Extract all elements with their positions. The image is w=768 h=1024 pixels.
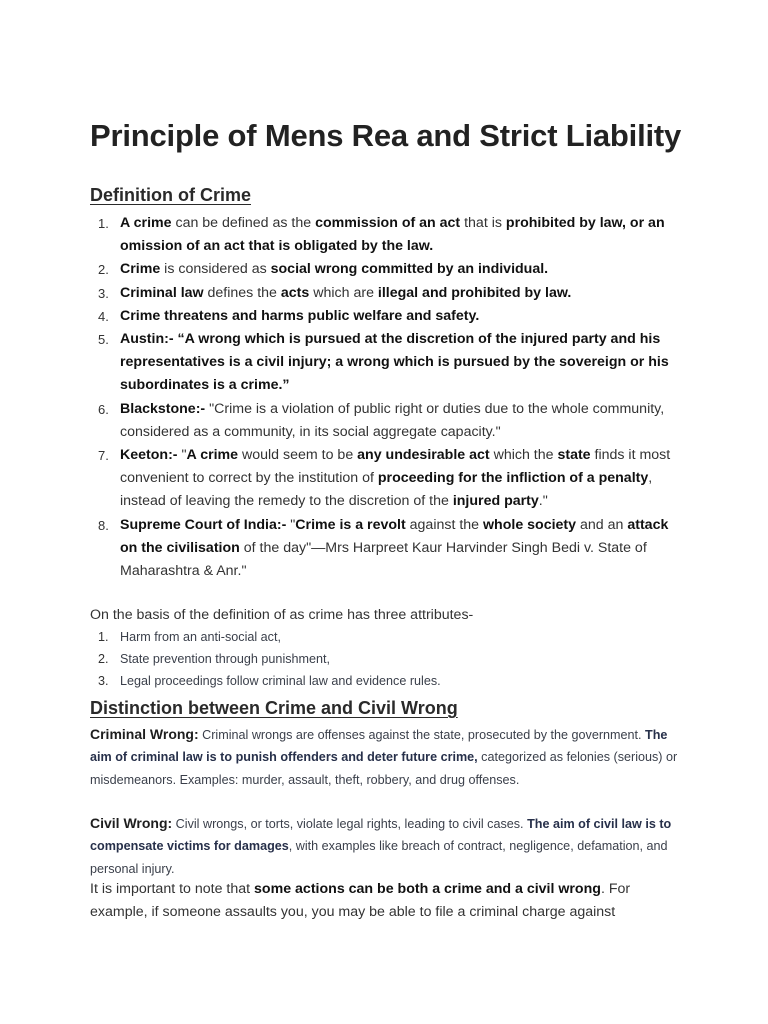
text-run: is considered as <box>160 261 271 278</box>
list-number: 5. <box>98 332 109 348</box>
bold-text: illegal and prohibited by law. <box>377 284 572 301</box>
text-run: would seem to be <box>238 447 358 464</box>
text-run: , with examples like breach of contract, negligence, defamation, and personal injury. <box>90 839 668 876</box>
bold-text: state <box>557 447 591 464</box>
list-number: 6. <box>98 401 109 417</box>
bold-text: attack on the civilisation <box>120 516 669 556</box>
bold-text: Criminal law <box>120 284 204 301</box>
text-run: It is important to note that <box>90 881 255 897</box>
text-run: "Crime is a violation of public right or duties due to the whole community, considered as a community, in its social aggregate capacity." <box>120 400 665 440</box>
section-heading-definition: Definition of Crime <box>90 185 251 205</box>
attribute-text: State prevention through punishment, <box>120 651 331 666</box>
text-run: Civil wrongs, or torts, violate legal rights, leading to civil cases. <box>172 817 528 831</box>
attribute-text: Legal proceedings follow criminal law and evidence rules. <box>120 673 441 688</box>
list-number: 7. <box>98 448 109 464</box>
list-number: 2. <box>98 651 109 666</box>
bold-text: any undesirable act <box>357 447 490 464</box>
bold-text: Keeton:- <box>120 447 178 464</box>
bold-text: Blackstone:- <box>120 400 206 417</box>
list-number: 1. <box>98 216 109 231</box>
bold-text: Crime threatens and harms public welfare and safety. <box>120 307 480 324</box>
bold-text: Austin:- “A wrong which is pursued at the discretion of the injured party and his representatives is a civil injury; a wrong which is pursued by the sovereign or his subordinates is a crime.” <box>120 331 669 394</box>
bold-text: injured party <box>452 493 539 510</box>
definition-item <box>90 444 680 514</box>
attribute-text: Harm from an anti-social act, <box>120 630 281 644</box>
text-run: . For example, if someone assaults you, you may be able to file a criminal charge against <box>90 881 631 920</box>
definition-list <box>90 212 680 583</box>
text-run: finds it most convenient to correct by the institution of <box>120 447 671 487</box>
bold-text: A crime <box>186 447 239 464</box>
civil-wrong-paragraph <box>90 812 680 880</box>
section-heading-distinction: Distinction between Crime and Civil Wrong <box>90 698 458 718</box>
definition-item <box>90 305 680 328</box>
bold-text: whole society <box>483 516 577 533</box>
page-title: Principle of Mens Rea and Strict Liability <box>90 118 682 153</box>
text-run: " <box>177 447 187 464</box>
text-run: " <box>286 516 296 533</box>
text-run: categorized as felonies (serious) or misdemeanors. Examples: murder, assault, theft, robbery, and drug offenses. <box>90 750 678 787</box>
note-paragraph <box>90 878 680 924</box>
criminal-wrong-paragraph <box>90 723 680 791</box>
definition-item <box>90 398 680 444</box>
definition-item <box>90 328 680 398</box>
bold-text: proceeding for the infliction of a penalty <box>377 470 649 487</box>
text-run: and an <box>576 516 628 533</box>
attributes-list <box>90 627 680 692</box>
definition-item <box>90 282 680 305</box>
bold-text: Crime <box>120 261 161 278</box>
text-run: against the <box>405 516 484 533</box>
attribute-item <box>90 649 680 671</box>
bold-text: social wrong committed by an individual. <box>270 261 549 278</box>
bold-text: Civil Wrong: <box>90 815 173 831</box>
definition-item <box>90 258 680 281</box>
definition-item <box>90 514 680 584</box>
bold-text: The aim of criminal law is to punish offenders and deter future crime, <box>90 728 668 765</box>
text-run: of the day"—Mrs Harpreet Kaur Harvinder Singh Bedi v. State of Maharashtra & Anr." <box>120 539 647 580</box>
bold-text: some actions can be both a crime and a civil wrong <box>254 881 601 897</box>
bold-text: A crime <box>120 215 172 231</box>
text-run: ." <box>538 493 548 510</box>
attributes-intro: On the basis of the definition of as crime has three attributes- <box>90 607 474 623</box>
text-run: defines the <box>203 284 281 301</box>
bold-text: The aim of civil law is to compensate victims for damages <box>90 817 672 854</box>
text-run: , instead of leaving the remedy to the discretion of the <box>120 470 653 510</box>
text-run: which are <box>309 284 378 301</box>
attribute-item <box>90 627 680 649</box>
bold-text: Criminal Wrong: <box>90 726 199 742</box>
list-number: 4. <box>98 308 109 324</box>
list-number: 2. <box>98 262 109 278</box>
bold-text: Crime is a revolt <box>295 516 406 533</box>
list-number: 8. <box>98 517 109 533</box>
list-number: 3. <box>98 285 109 301</box>
list-number: 1. <box>98 630 109 644</box>
text-run: can be defined as the <box>171 215 316 231</box>
list-number: 3. <box>98 673 109 688</box>
bold-text: Supreme Court of India:- <box>120 516 287 533</box>
bold-text: prohibited by law, or an omission of an act that is obligated by the law. <box>120 215 665 255</box>
attribute-item <box>90 671 680 693</box>
text-run: which the <box>489 447 558 464</box>
bold-text: acts <box>280 284 310 301</box>
text-run: Criminal wrongs are offenses against the state, prosecuted by the government. <box>198 728 646 742</box>
bold-text: commission of an act <box>315 215 461 231</box>
text-run: that is <box>460 215 506 231</box>
definition-item <box>90 212 680 258</box>
